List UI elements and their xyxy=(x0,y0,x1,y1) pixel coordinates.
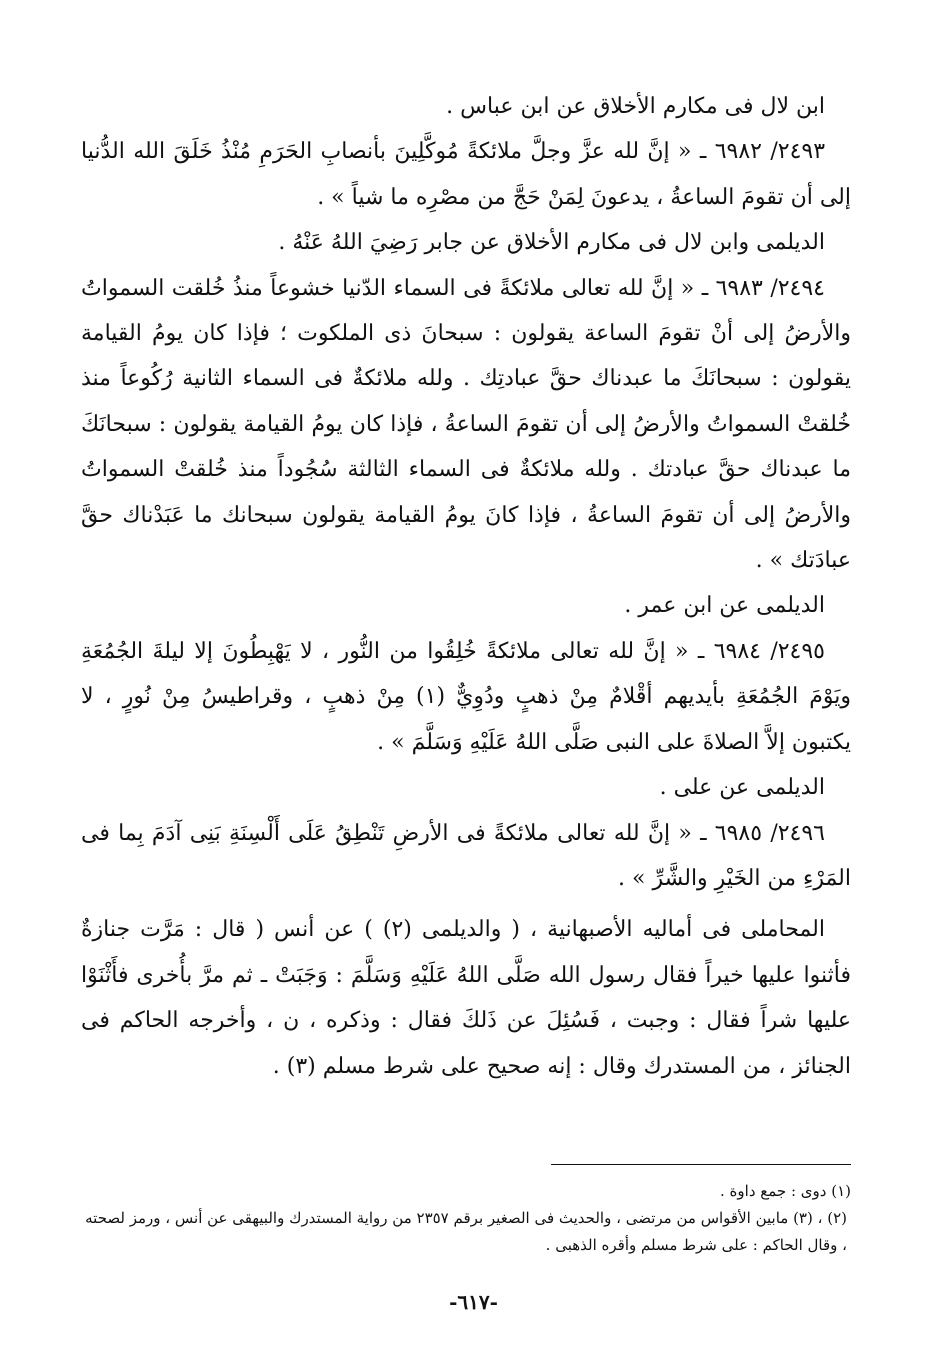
hadith-2496: ٢٤٩٦/ ٦٩٨٥ ـ « إنَّ لله تعالى ملائكةً فى الأرضِ تَنْطِقُ عَلَى أَلْسِنَةِ بَنِى آدَمَ بِما فى المَرْءِ من الخَيْرِ والشَّرِّ » . xyxy=(81,820,851,891)
hadith-2495: ٢٤٩٥/ ٦٩٨٤ ـ « إنَّ لله تعالى ملائكةً خُلِقُوا من النُّور ، لا يَهْبِطُونَ إلا ليلةَ الجُمُعَةِ ويَوْمَ الجُمُعَةِ بأيديهم أقْلامٌ مِنْ ذهبٍ ودُوِيٌّ (١) مِنْ ذهبٍ ، وقراطيسُ مِنْ نُورٍ ، لا يكتبون إلاَّ الصلاةَ على النبى صَلَّى اللهُ عَلَيْهِ وَسَلَّمَ » . xyxy=(81,638,851,755)
source-line: الديلمى وابن لال فى مكارم الأخلاق عن جابر رَضِيَ اللهُ عَنْهُ . xyxy=(278,230,825,256)
footnotes xyxy=(81,1178,851,1259)
footnote-divider xyxy=(551,1164,851,1165)
source-line: الديلمى عن ابن عمر . xyxy=(624,593,825,619)
hadith-2493: ٢٤٩٣/ ٦٩٨٢ ـ « إنَّ لله عزَّ وجلَّ ملائكةً مُوكَّلِينَ بأنصابِ الحَرَمِ مُنْذُ خَلَقَ الله الدُّنيا إلى أن تقومَ الساعةُ ، يدعونَ لِمَنْ حَجَّ من مصْرِه ما شياً » . xyxy=(81,139,851,210)
footnote-2: (٢) ، (٣) مابين الأقواس من مرتضى ، والحديث فى الصغير برقم ٢٣٥٧ من رواية المستدرك والبيهقى عن أنس ، ورمز لصحته ، وقال الحاكم : على شرط مسلم وأقره الذهبى . xyxy=(85,1209,847,1254)
footnote-1: (١) دوى : جمع داوة . xyxy=(720,1182,851,1200)
commentary-paragraph: المحاملى فى أماليه الأصبهانية ، ( والديلمى (٢) ) عن أنس ( قال : مَرَّت جنازةٌ فأثنوا عليها خيراً فقال رسول الله صَلَّى اللهُ عَلَيْهِ وَسَلَّمَ : وَجَبَتْ ـ ثم مرَّ بأُخرى فأَثْنَوْا عليها شراً فقال : وجبت ، فَسُئِلَ عن ذَلكَ فقال : وذكره ، ن ، وأخرجه الحاكم فى الجنائز ، من المستدرك وقال : إنه صحيح على شرط مسلم (٣) . xyxy=(81,917,851,1079)
page-number: -٦١٧- xyxy=(449,1290,498,1314)
source-line: الديلمى عن على . xyxy=(659,775,825,801)
main-text xyxy=(81,84,851,1089)
hadith-2494: ٢٤٩٤/ ٦٩٨٣ ـ « إنَّ لله تعالى ملائكةً فى السماء الدّنيا خشوعاً منذُ خُلقت السمواتُ والأرضُ إلى أنْ تقومَ الساعة يقولون : سبحانَ ذى الملكوت ؛ فإذا كان يومُ القيامة يقولون : سبحانَكَ ما عبدناك حقَّ عبادتِك . ولله ملائكةٌ فى السماء الثانية رُكُوعاً منذ خُلقتْ السمواتُ والأرضُ إلى أن تقومَ الساعةُ ، فإذا كان يومُ القيامة يقولون : سبحانَكَ ما عبدناك حقَّ عبادتك . ولله ملائكةٌ فى السماء الثالثة سُجُوداً منذ خُلقتْ السمواتُ والأرضُ إلى أن تقومَ الساعةُ ، فإذا كانَ يومُ القيامة يقولون سبحانك ما عَبَدْناك حقَّ عبادَتك » . xyxy=(81,275,851,574)
source-line: ابن لال فى مكارم الأخلاق عن ابن عباس . xyxy=(446,94,825,119)
